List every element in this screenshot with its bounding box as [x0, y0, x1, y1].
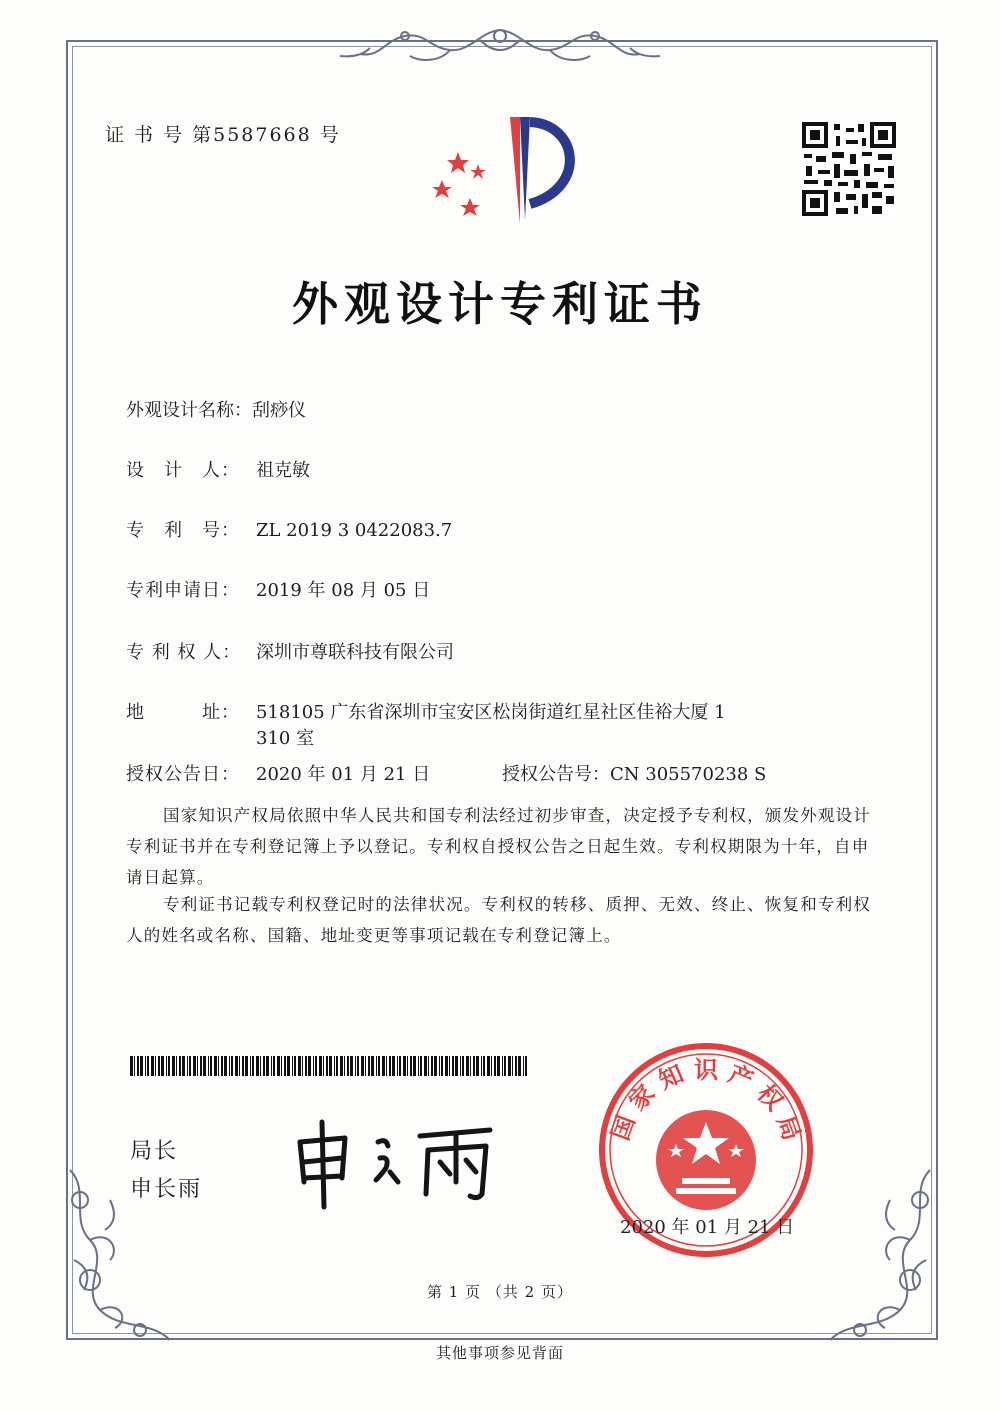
barcode-bar [378, 1056, 380, 1076]
barcode-bar [329, 1056, 332, 1076]
barcode-bar [368, 1056, 370, 1076]
barcode-bar [355, 1056, 356, 1076]
grant-date-label: 授权公告日： [126, 764, 240, 785]
barcode-bar [239, 1056, 240, 1076]
barcode-bar [271, 1056, 272, 1076]
barcode-bar [145, 1056, 146, 1076]
barcode-bar [203, 1056, 206, 1076]
barcode-bar [389, 1056, 391, 1076]
barcode-bar [466, 1056, 469, 1076]
barcode-bar [284, 1056, 286, 1076]
barcode-bar [399, 1056, 401, 1076]
barcode-bar [424, 1056, 427, 1076]
barcode-bar [418, 1056, 419, 1076]
barcode-bar [392, 1056, 395, 1076]
grant-number-row [502, 760, 766, 786]
barcode-bar [229, 1056, 230, 1076]
barcode-bar [182, 1056, 185, 1076]
barcode-bar [494, 1056, 496, 1076]
barcode-bar [294, 1056, 296, 1076]
barcode-bar [413, 1056, 416, 1076]
barcode-bar [245, 1056, 248, 1076]
barcode-bar [334, 1056, 335, 1076]
barcode-bar [292, 1056, 293, 1076]
top-ornament-icon [330, 22, 670, 72]
barcode-bar [357, 1056, 359, 1076]
patent-number-label: 专 利 号： [126, 520, 240, 541]
barcode-bar [504, 1056, 506, 1076]
barcode-bar [193, 1056, 196, 1076]
designer-value: 祖克敏 [256, 460, 310, 481]
barcode-bar [166, 1056, 167, 1076]
barcode-bar [158, 1056, 160, 1076]
address-line1: 518105 广东省深圳市宝安区松岗街道红星社区佳裕大厦 1 [256, 702, 726, 723]
filing-date-row [126, 576, 430, 602]
seal-char: 知 [654, 1059, 688, 1095]
barcode-bar [515, 1056, 517, 1076]
barcode-bar [319, 1056, 322, 1076]
grant-date-value: 2020 年 01 月 21 日 [256, 764, 431, 785]
barcode-bar [137, 1056, 139, 1076]
barcode-bar [428, 1056, 429, 1076]
statement-paragraph-2: 专利证书记载专利权登记时的法律状况。专利权的转移、质押、无效、终止、恢复和专利权人的姓名或名称、国籍、地址变更等事项记载在专利登记簿上。 [126, 895, 871, 945]
address-row [126, 698, 726, 724]
barcode-bar [365, 1056, 366, 1076]
barcode-bar [263, 1056, 265, 1076]
barcode-bar [235, 1056, 238, 1076]
barcode-bar [344, 1056, 345, 1076]
barcode-bar [487, 1056, 490, 1076]
barcode-bar [273, 1056, 275, 1076]
barcode-bar [221, 1056, 223, 1076]
barcode-bar [376, 1056, 377, 1076]
barcode-bar [308, 1056, 311, 1076]
barcode-bar [277, 1056, 280, 1076]
barcode-bar [491, 1056, 492, 1076]
barcode-bar [315, 1056, 317, 1076]
barcode-bar [497, 1056, 500, 1076]
design-name-label: 外观设计名称： [126, 400, 252, 421]
barcode-icon [130, 1056, 530, 1076]
barcode-bar [403, 1056, 406, 1076]
barcode-bar [256, 1056, 259, 1076]
barcode-bar [155, 1056, 156, 1076]
barcode-bar [260, 1056, 261, 1076]
page-indicator: 第 1 页 （共 2 页） [427, 1283, 573, 1301]
barcode-bar [449, 1056, 450, 1076]
barcode-bar [161, 1056, 164, 1076]
barcode-bar [407, 1056, 408, 1076]
designer-row [126, 456, 310, 482]
barcode-bar [525, 1056, 527, 1076]
barcode-bar [172, 1056, 175, 1076]
barcode-bar [382, 1056, 385, 1076]
corner-ornament-right-icon [820, 1160, 940, 1350]
statement-paragraph-1: 国家知识产权局依照中华人民共和国专利法经过初步审查，决定授予专利权，颁发外观设计专利证书并在专利登记簿上予以登记。专利权自授权公告之日起生效。专利权期限为十年，自申请日起算。 [126, 806, 871, 887]
director-title: 局长 [130, 1139, 179, 1164]
barcode-bar [224, 1056, 227, 1076]
see-back-note: 其他事项参见背面 [435, 1344, 564, 1362]
barcode-bar [134, 1056, 135, 1076]
barcode-bar [187, 1056, 188, 1076]
barcode-bar [168, 1056, 170, 1076]
grant-number-label: 授权公告号： [502, 764, 610, 785]
seal-char: 权 [751, 1079, 789, 1116]
barcode-bar [445, 1056, 448, 1076]
barcode-bar [250, 1056, 251, 1076]
grant-number-value: CN 305570238 S [610, 764, 767, 785]
seal-date: 2020 年 01 月 21 日 [620, 1217, 795, 1238]
barcode-bar [340, 1056, 343, 1076]
certificate-number: 证 书 号 第5587668 号 [105, 124, 341, 146]
barcode-bar [420, 1056, 422, 1076]
director-name: 申长雨 [130, 1177, 203, 1202]
barcode-bar [323, 1056, 324, 1076]
barcode-bar [336, 1056, 338, 1076]
barcode-bar [287, 1056, 290, 1076]
seal-char: 局 [771, 1111, 806, 1144]
address-line2: 310 室 [256, 728, 315, 749]
patent-office-logo-icon [428, 112, 588, 232]
barcode-bar [140, 1056, 143, 1076]
seal-char: 家 [623, 1079, 661, 1116]
barcode-bar [462, 1056, 464, 1076]
barcode-bar [350, 1056, 353, 1076]
barcode-bar [151, 1056, 154, 1076]
barcode-bar [473, 1056, 475, 1076]
barcode-bar [231, 1056, 233, 1076]
seal-char: 识 [694, 1056, 718, 1084]
barcode-bar [281, 1056, 282, 1076]
barcode-bar [434, 1056, 437, 1076]
design-name-row [126, 396, 306, 422]
barcode-bar [302, 1056, 303, 1076]
barcode-bar [452, 1056, 454, 1076]
patent-number-row [126, 516, 452, 542]
barcode-bar [208, 1056, 209, 1076]
barcode-bar [179, 1056, 181, 1076]
barcode-bar [298, 1056, 301, 1076]
patentee-row [126, 638, 454, 664]
barcode-bar [431, 1056, 433, 1076]
barcode-bar [326, 1056, 328, 1076]
barcode-bar [176, 1056, 177, 1076]
barcode-bar [210, 1056, 212, 1076]
barcode-bar [361, 1056, 364, 1076]
director-signature [290, 1112, 520, 1212]
designer-label: 设 计 人： [126, 460, 240, 481]
barcode-bar [439, 1056, 440, 1076]
barcode-bar [518, 1056, 521, 1076]
barcode-bar [481, 1056, 482, 1076]
barcode-bar [200, 1056, 202, 1076]
barcode-bar [218, 1056, 219, 1076]
filing-date-label: 专利申请日： [126, 580, 240, 601]
design-name-value: 刮痧仪 [252, 400, 306, 421]
barcode-bar [130, 1056, 133, 1076]
barcode-bar [512, 1056, 513, 1076]
barcode-bar [252, 1056, 254, 1076]
barcode-bar [266, 1056, 269, 1076]
barcode-bar [441, 1056, 443, 1076]
barcode-bar [305, 1056, 307, 1076]
seal-char: 产 [724, 1059, 758, 1095]
patentee-label: 专 利 权 人： [126, 642, 242, 663]
barcode-bar [508, 1056, 511, 1076]
qr-code-icon [802, 122, 896, 216]
barcode-bar [483, 1056, 485, 1076]
barcode-bar [476, 1056, 479, 1076]
grant-date-row [126, 760, 430, 786]
barcode-bar [313, 1056, 314, 1076]
barcode-bar [242, 1056, 244, 1076]
barcode-bar [455, 1056, 458, 1076]
address-label: 地 址： [126, 702, 240, 723]
barcode-bar [523, 1056, 524, 1076]
barcode-bar [197, 1056, 198, 1076]
barcode-bar [460, 1056, 461, 1076]
barcode-bar [397, 1056, 398, 1076]
barcode-bar [147, 1056, 149, 1076]
barcode-bar [386, 1056, 387, 1076]
patentee-value: 深圳市尊联科技有限公司 [256, 642, 454, 663]
barcode-bar [502, 1056, 503, 1076]
seal-char: 国 [606, 1111, 641, 1144]
barcode-bar [410, 1056, 412, 1076]
patent-number-value: ZL 2019 3 0422083.7 [256, 520, 453, 541]
barcode-bar [347, 1056, 349, 1076]
certificate-title: 外观设计专利证书 [292, 277, 708, 331]
barcode-bar [189, 1056, 191, 1076]
filing-date-value: 2019 年 08 月 05 日 [256, 580, 431, 601]
barcode-bar [371, 1056, 374, 1076]
barcode-bar [470, 1056, 471, 1076]
barcode-bar [214, 1056, 217, 1076]
